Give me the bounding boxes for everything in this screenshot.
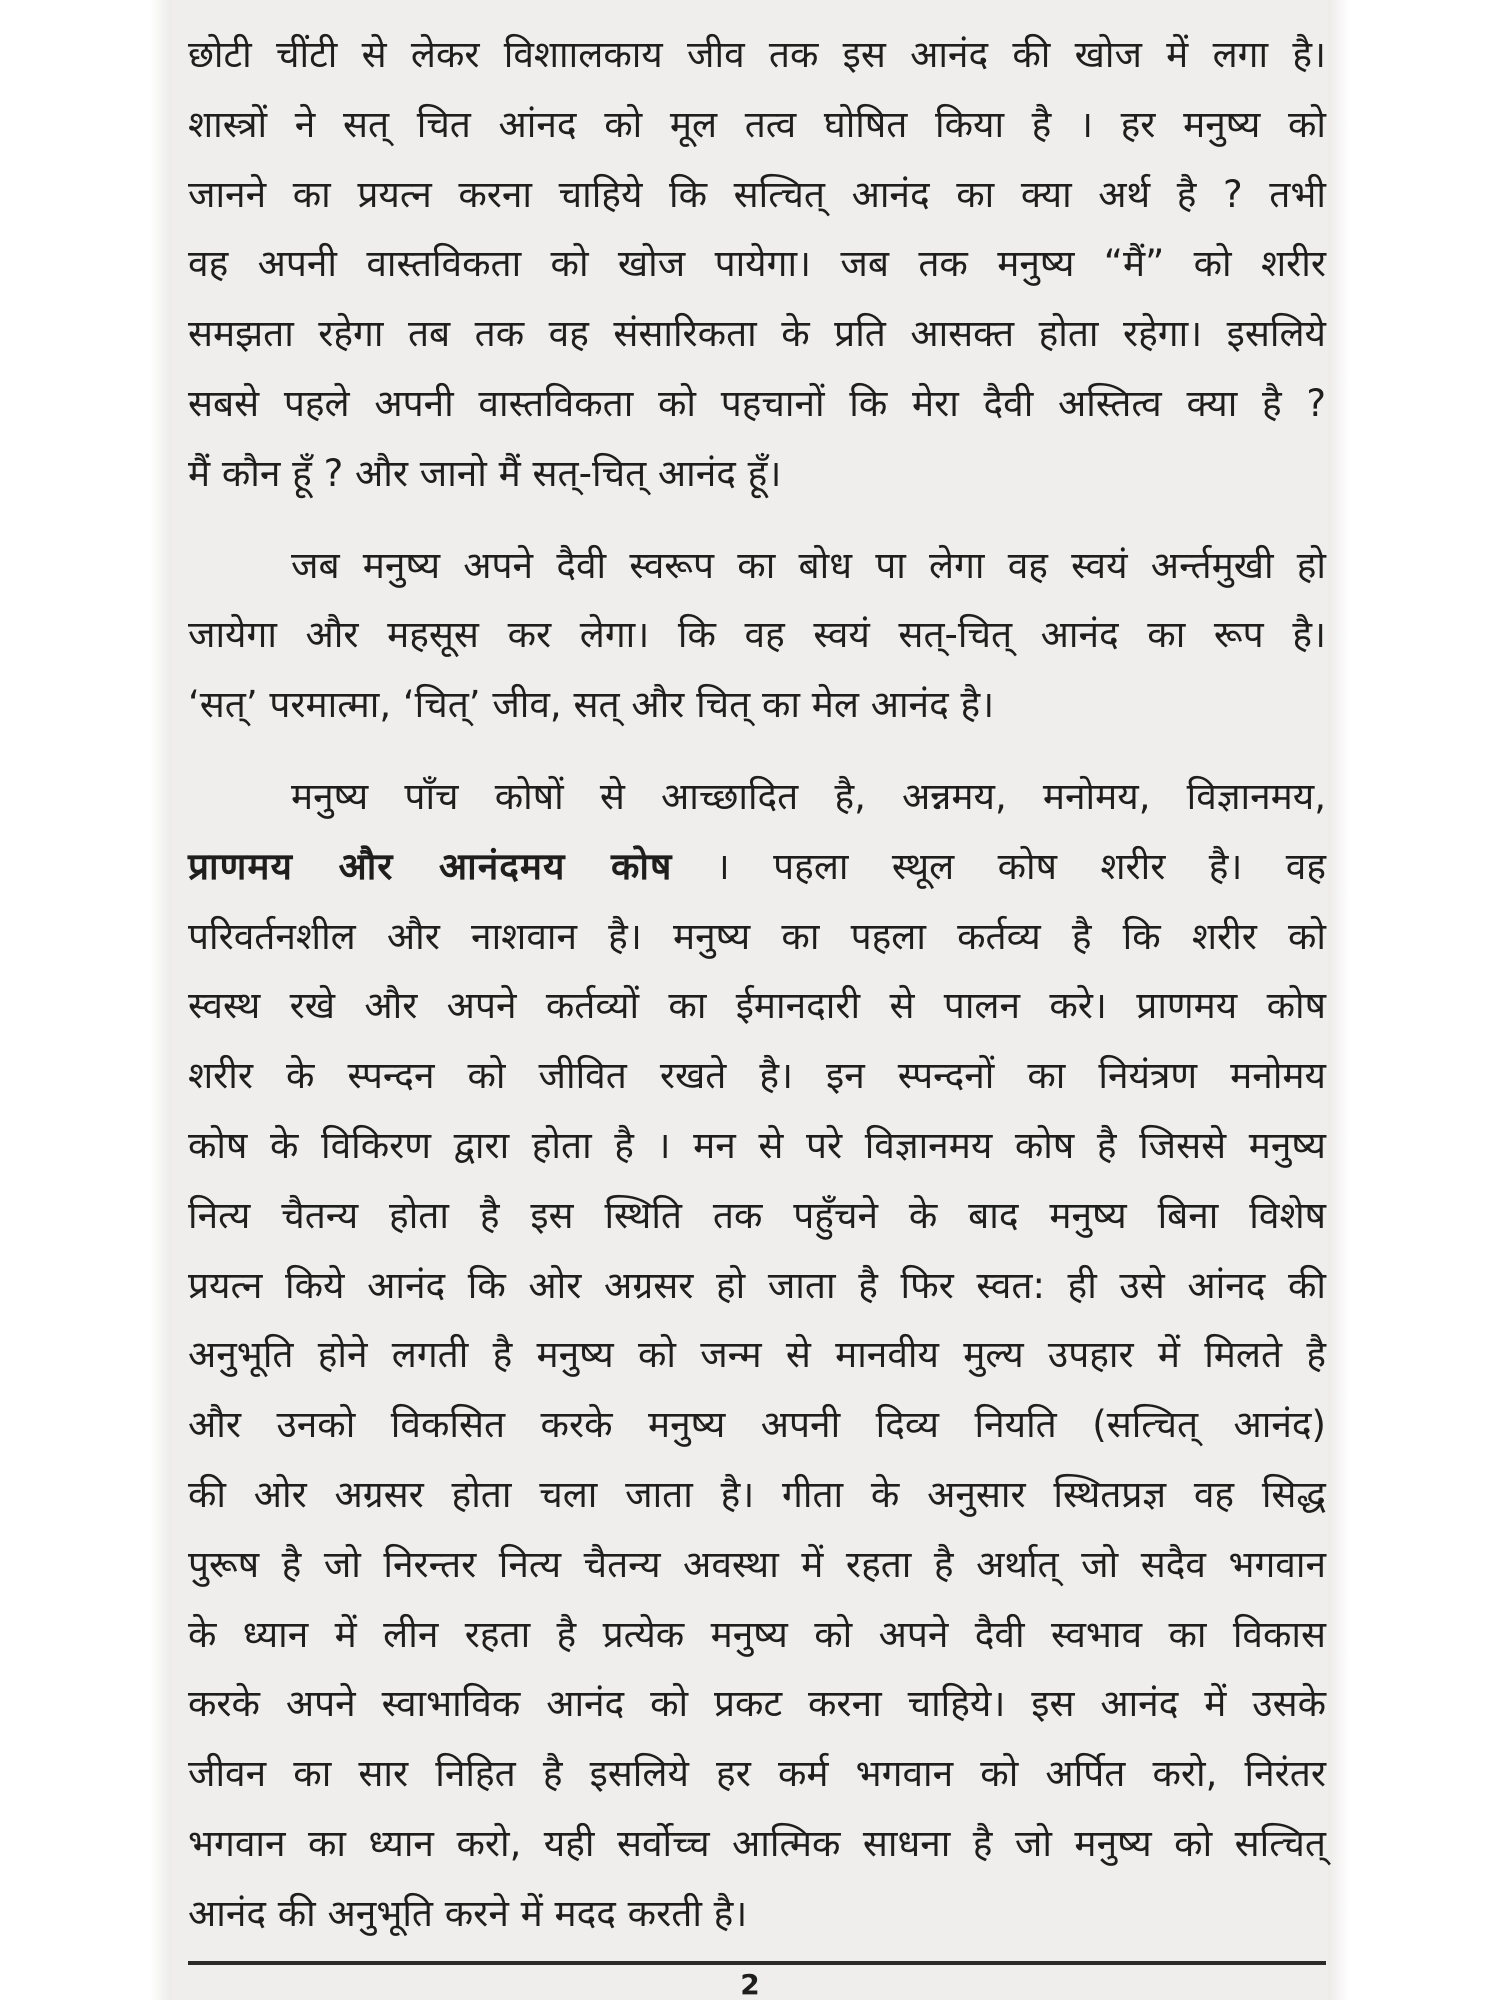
- text-line: की ओर अग्रसर होता चला जाता है। गीता के अनुसार स्थितप्रज्ञ वह सिद्ध: [188, 1472, 1326, 1516]
- text-line: शास्त्रों ने सत् चित आंनद को मूल तत्व घोषित किया है । हर मनुष्य को: [188, 102, 1326, 146]
- paragraph-2: [188, 531, 1326, 740]
- bold-phrase: प्राणमय और आनंदमय कोष: [188, 844, 673, 888]
- text-line: जानने का प्रयत्न करना चाहिये कि सत्चित् आनंद का क्या अर्थ है ? तभी: [188, 172, 1326, 216]
- page-body: [188, 20, 1326, 1949]
- text-line: और उनको विकसित करके मनुष्य अपनी दिव्य नियति (सत्चित् आनंद): [188, 1403, 1326, 1447]
- text-line: सबसे पहले अपनी वास्तविकता को पहचानों कि मेरा दैवी अस्तित्व क्या है ?: [188, 381, 1326, 425]
- text-line: जीवन का सार निहित है इसलिये हर कर्म भगवान को अर्पित करो, निरंतर: [188, 1752, 1326, 1796]
- text-line: नित्य चैतन्य होता है इस स्थिति तक पहुँचने के बाद मनुष्य बिना विशेष: [188, 1193, 1326, 1237]
- text-line: शरीर के स्पन्दन को जीवित रखते है। इन स्पन्दनों का नियंत्रण मनोमय: [188, 1054, 1326, 1098]
- text-line: वह अपनी वास्तविकता को खोज पायेगा। जब तक मनुष्य “मैं” को शरीर: [188, 242, 1326, 286]
- text-line: परिवर्तनशील और नाशवान है। मनुष्य का पहला कर्तव्य है कि शरीर को: [188, 914, 1326, 958]
- text-line: मनुष्य पाँच कोषों से आच्छादित है, अन्नमय, मनोमय, विज्ञानमय,: [291, 774, 1326, 818]
- paragraph-1: [188, 20, 1326, 509]
- text-line: ‘सत्’ परमात्मा, ‘चित्’ जीव, सत् और चित् का मेल आनंद है।: [188, 683, 995, 727]
- footer-rule: [188, 1961, 1326, 1965]
- text-line: भगवान का ध्यान करो, यही सर्वोच्च आत्मिक साधना है जो मनुष्य को सत्चित्: [188, 1821, 1326, 1865]
- page-number: 2: [740, 1968, 760, 2001]
- text-line: प्रयत्न किये आनंद कि ओर अग्रसर हो जाता है फिर स्वत: ही उसे आंनद की: [188, 1263, 1326, 1307]
- text-line: पुरूष है जो निरन्तर नित्य चैतन्य अवस्था में रहता है अर्थात् जो सदैव भगवान: [188, 1542, 1326, 1586]
- text-line: अनुभूति होने लगती है मनुष्य को जन्म से मानवीय मुल्य उपहार में मिलते है: [188, 1333, 1326, 1377]
- text-line: छोटी चींटी से लेकर विशाालकाय जीव तक इस आनंद की खोज में लगा है।: [188, 33, 1326, 76]
- text-fragment: । पहला स्थूल कोष शरीर है। वह: [715, 844, 1326, 888]
- text-line: जब मनुष्य अपने दैवी स्वरूप का बोध पा लेगा वह स्वयं अर्न्तमुखी हो: [291, 543, 1326, 587]
- paragraph-spacer: [188, 509, 1326, 531]
- text-line: मैं कौन हूँ ? और जानो मैं सत्-चित् आनंद हूँ।: [188, 451, 782, 495]
- text-line: के ध्यान में लीन रहता है प्रत्येक मनुष्य को अपने दैवी स्वभाव का विकास: [188, 1612, 1326, 1656]
- page-right-margin: [1328, 0, 1350, 2000]
- text-line: आनंद की अनुभूति करने में मदद करती है।: [188, 1891, 748, 1935]
- paragraph-3: [188, 762, 1326, 1949]
- text-line: समझता रहेगा तब तक वह संसारिकता के प्रति आसक्त होता रहेगा। इसलिये: [188, 312, 1326, 356]
- paragraph-spacer: [188, 740, 1326, 762]
- text-line: जायेगा और महसूस कर लेगा। कि वह स्वयं सत्-चित् आनंद का रूप है।: [188, 613, 1326, 657]
- text-line: कोष के विकिरण द्वारा होता है । मन से परे विज्ञानमय कोष है जिससे मनुष्य: [188, 1123, 1326, 1167]
- text-line: करके अपने स्वाभाविक आनंद को प्रकट करना चाहिये। इस आनंद में उसके: [188, 1682, 1326, 1726]
- text-line: [188, 832, 1326, 902]
- text-line: स्वस्थ रखे और अपने कर्तव्यों का ईमानदारी से पालन करे। प्राणमय कोष: [188, 984, 1326, 1028]
- page-left-margin: [150, 0, 172, 2000]
